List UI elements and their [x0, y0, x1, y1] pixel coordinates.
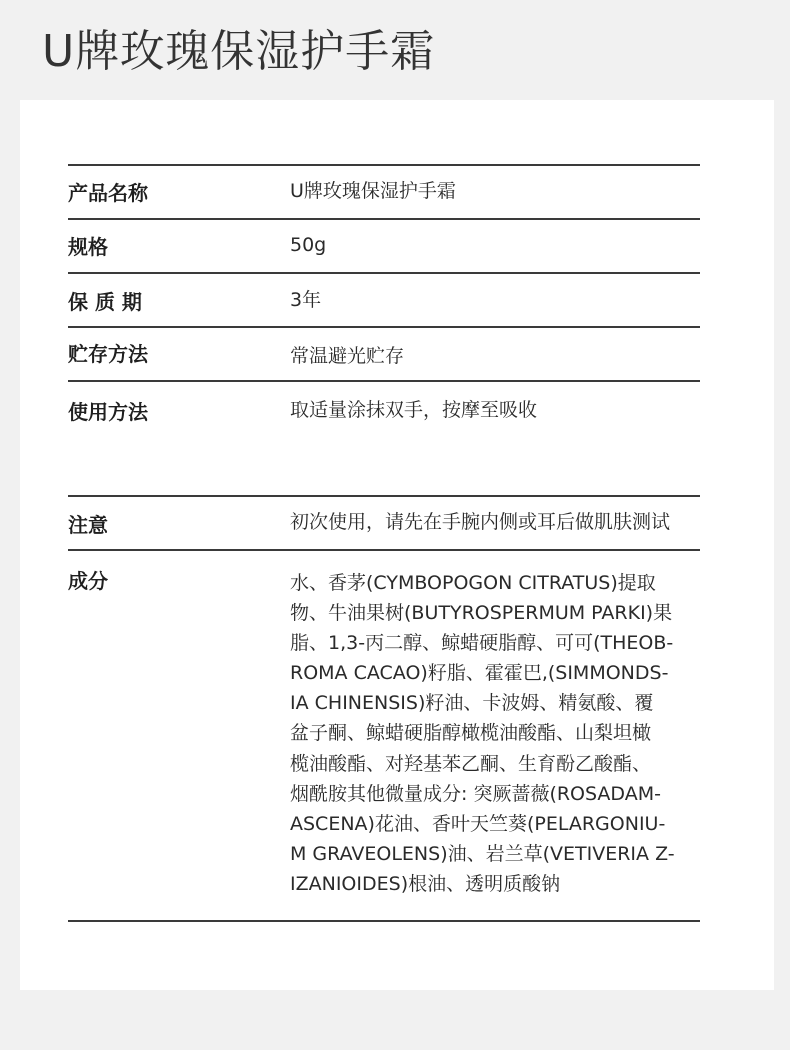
value-usage: 取适量涂抹双手，按摩至吸收: [290, 399, 538, 421]
value-storage: 常温避光贮存: [290, 345, 405, 367]
ingredients-line: ROMA CACAO)籽脂、霍霍巴,(SIMMONDS-: [290, 662, 669, 685]
value-caution: 初次使用，请先在手腕内侧或耳后做肌肤测试: [290, 511, 671, 533]
ingredients-line: M GRAVEOLENS)油、岩兰草(VETIVERIA Z-: [290, 842, 675, 865]
label-storage: 贮存方法: [68, 342, 148, 366]
value-spec: 50g: [290, 234, 327, 256]
table-divider: [68, 326, 700, 328]
label-spec: 规格: [68, 235, 108, 259]
ingredients-line: 脂、1,3-丙二醇、鲸蜡硬脂醇、可可(THEOB-: [290, 632, 674, 655]
ingredients-line: IA CHINENSIS)籽油、卡波姆、精氨酸、覆: [290, 692, 654, 715]
spec-card: [20, 100, 774, 990]
table-divider: [68, 380, 700, 382]
label-product-name: 产品名称: [68, 181, 148, 205]
label-caution: 注意: [68, 513, 108, 537]
table-divider: [68, 164, 700, 166]
value-shelf-life: 3年: [290, 289, 322, 311]
label-ingredients: 成分: [68, 569, 108, 593]
table-divider: [68, 272, 700, 274]
ingredients-line: ASCENA)花油、香叶天竺葵(PELARGONIU-: [290, 812, 666, 835]
ingredients-line: 水、香茅(CYMBOPOGON CITRATUS)提取: [290, 572, 656, 594]
table-divider: [68, 920, 700, 922]
ingredients-line: 物、牛油果树(BUTYROSPERMUM PARKI)果: [290, 602, 673, 625]
ingredients-line: 榄油酸酯、对羟基苯乙酮、生育酚乙酸酯、: [290, 752, 652, 775]
table-divider: [68, 549, 700, 551]
ingredients-text: [290, 568, 710, 899]
page-title: U牌玫瑰保湿护手霜: [42, 26, 436, 77]
label-shelf-life: 保 质 期: [68, 290, 142, 314]
value-product-name: U牌玫瑰保湿护手霜: [290, 180, 456, 202]
ingredients-line: 盆子酮、鲸蜡硬脂醇橄榄油酸酯、山梨坦橄: [290, 722, 652, 745]
table-divider: [68, 495, 700, 497]
ingredients-line: IZANIOIDES)根油、透明质酸钠: [290, 872, 561, 895]
ingredients-line: 烟酰胺其他微量成分: 突厥蔷薇(ROSADAM-: [290, 782, 661, 805]
label-usage: 使用方法: [68, 400, 148, 424]
table-divider: [68, 218, 700, 220]
